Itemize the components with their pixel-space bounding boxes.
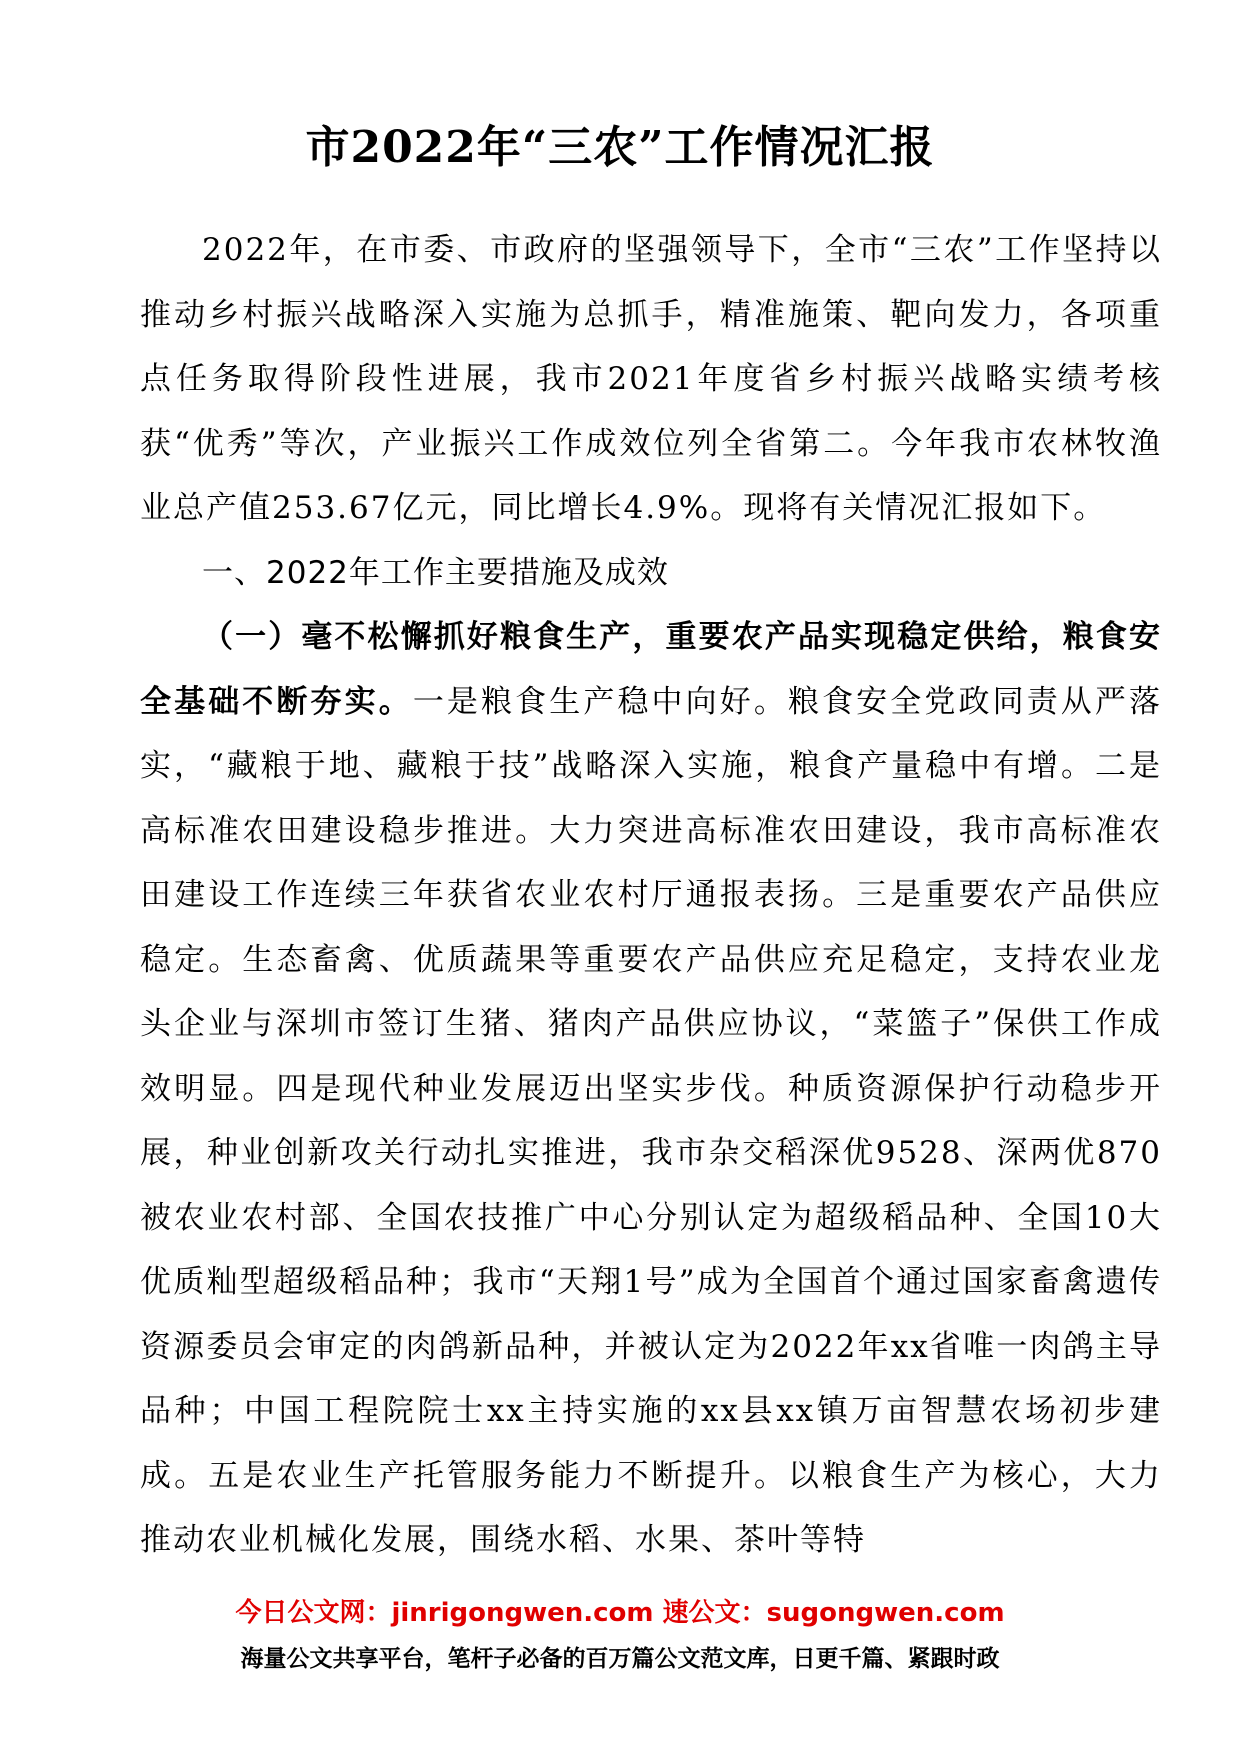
section-heading: 一、2022年工作主要措施及成效 xyxy=(202,554,669,591)
footer-site-links: 今日公文网：jinrigongwen.com 速公文：sugongwen.com xyxy=(235,1598,1005,1628)
document-body xyxy=(140,218,1162,1573)
document-title: 市2022年“三农”工作情况汇报 xyxy=(305,122,935,173)
subsection-body: 一是粮食生产稳中向好。粮食安全党政同责从严落实，“藏粮于地、藏粮于技”战略深入实施，粮食产量稳中有增。二是高标准农田建设稳步推进。大力突进高标准农田建设，我市高标准农田建设工作连续三年获省农业农村厅通报表扬。三是重要农产品供应稳定。生态畜禽、优质蔬果等重要农产品供应充足稳定，支持农业龙头企业与深圳市签订生猪、猪肉产品供应协议，“菜篮子”保供工作成效明显。四是现代种业发展迈出坚实步伐。种质资源保护行动稳步开展，种业创新攻关行动扎实推进，我市杂交稻深优9528、深两优870被农业农村部、全国农技推广中心分别认定为超级稻品种、全国10大优质籼型超级稻品种；我市“天翔1号”成为全国首个通过国家畜禽遗传资源委员会审定的肉鸽新品种，并被认定为2022年xx省唯一肉鸽主导品种；中国工程院院士xx主持实施的xx县xx镇万亩智慧农场初步建成。五是农业生产托管服务能力不断提升。以粮食生产为核心，大力推动农业机械化发展，围绕水稻、水果、茶叶等特 xyxy=(140,683,1162,1558)
subsection-heading: （一）毫不松懈抓好粮食生产，重要农产品实现稳定供给，粮食安全基础不断夯实。 xyxy=(140,619,1162,720)
intro-paragraph: 2022年，在市委、市政府的坚强领导下，全市“三农”工作坚持以推动乡村振兴战略深入实施为总抓手，精准施策、靶向发力，各项重点任务取得阶段性进展，我市2021年度省乡村振兴战略实绩考核获“优秀”等次，产业振兴工作成效位列全省第二。今年我市农林牧渔业总产值253.67亿元，同比增长4.9%。现将有关情况汇报如下。 xyxy=(140,232,1162,526)
subsection-paragraph xyxy=(140,605,1162,1573)
footer-slogan: 海量公文共享平台，笔杆子必备的百万篇公文范文库，日更千篇、紧跟时政 xyxy=(240,1646,1000,1672)
